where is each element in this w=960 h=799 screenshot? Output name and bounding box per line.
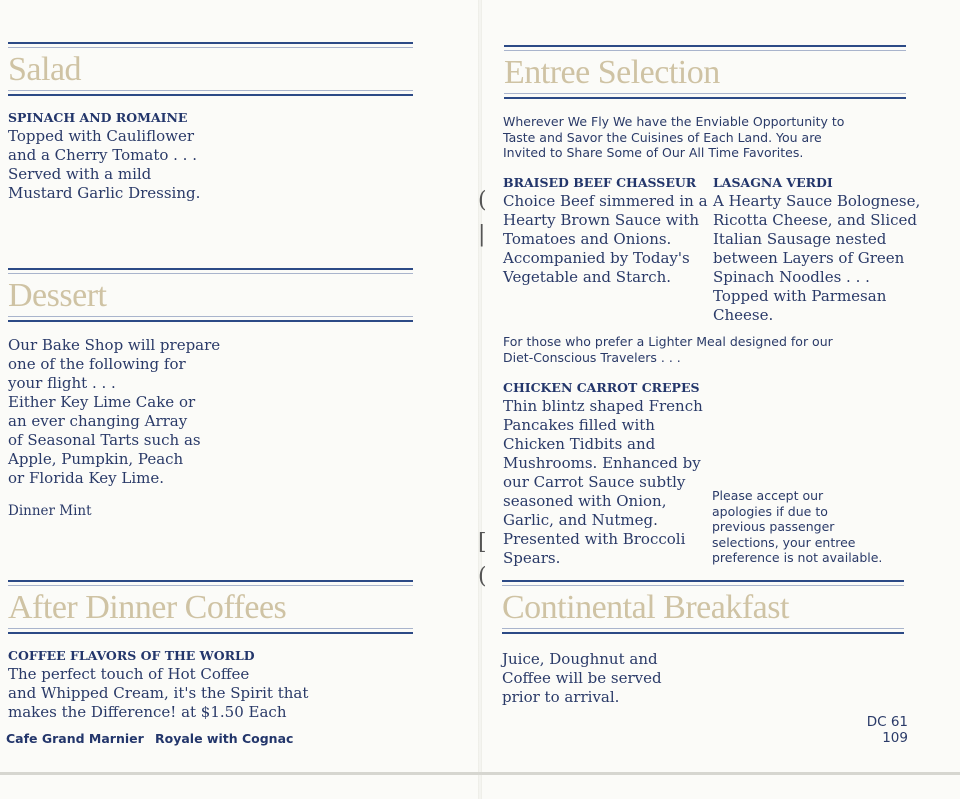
dinner-mint: Dinner Mint (8, 503, 92, 519)
divider-rule (502, 628, 904, 634)
staple-mark: ( (478, 188, 487, 213)
dessert-section (8, 268, 413, 322)
entree-intro: Wherever We Fly We have the Enviable Opportunity to Taste and Savor the Cuisines of Each Land. You are Invited to Share Some of Our All Time Favorites. (503, 114, 845, 160)
entree-section (504, 45, 906, 99)
page-code: DC 61 (866, 714, 908, 730)
breakfast-section (502, 580, 904, 634)
divider-rule (8, 268, 413, 274)
divider-rule (8, 42, 413, 48)
salad-item-name: SPINACH AND ROMAINE (8, 110, 188, 125)
coffees-section (8, 580, 413, 634)
divider-rule (8, 316, 413, 322)
staple-mark: | (478, 222, 486, 247)
entree-item1-desc: Choice Beef simmered in a Hearty Brown Sauce with Tomatoes and Onions. Accompanied by Today's Vegetable and Starch. (503, 192, 708, 286)
coffees-title: After Dinner Coffees (8, 589, 287, 626)
drink-grand-marnier: Cafe Grand Marnier (6, 731, 144, 746)
entree-item2-name: LASAGNA VERDI (713, 175, 833, 190)
lighter-meal-intro: For those who prefer a Lighter Meal designed for our Diet-Conscious Travelers . . . (503, 334, 833, 365)
divider-rule (8, 628, 413, 634)
divider-rule (8, 90, 413, 96)
salad-section (8, 42, 413, 96)
staple-mark: [ (478, 530, 487, 555)
right-page (480, 0, 960, 799)
page-number: 109 (882, 730, 908, 746)
entree-title: Entree Selection (504, 54, 720, 91)
divider-rule (8, 580, 413, 586)
coffees-item-name: COFFEE FLAVORS OF THE WORLD (8, 648, 255, 663)
coffees-item-desc: The perfect touch of Hot Coffee and Whipped Cream, it's the Spirit that makes the Difference! at $1.50 Each (8, 665, 309, 721)
apology-note: Please accept our apologies if due to previous passenger selections, your entree preference is not available. (712, 488, 883, 565)
breakfast-desc: Juice, Doughnut and Coffee will be served prior to arrival. (502, 650, 662, 706)
entree-item3-name: CHICKEN CARROT CREPES (503, 380, 700, 395)
divider-rule (504, 93, 906, 99)
drink-royale-cognac: Royale with Cognac (155, 731, 294, 746)
entree-item1-name: BRAISED BEEF CHASSEUR (503, 175, 697, 190)
staple-mark: ( (478, 564, 487, 589)
entree-item2-desc: A Hearty Sauce Bolognese, Ricotta Cheese, and Sliced Italian Sausage nested between Layers of Green Spinach Noodles . . . Topped with Parmesan Cheese. (713, 192, 921, 324)
dessert-desc: Our Bake Shop will prepare one of the following for your flight . . . Either Key Lime Cake or an ever changing Array of Seasonal Tarts such as Apple, Pumpkin, Peach or Florida Key Lime. (8, 336, 221, 487)
dessert-title: Dessert (8, 277, 107, 314)
salad-title: Salad (8, 51, 82, 88)
salad-item-desc: Topped with Cauliflower and a Cherry Tomato . . . Served with a mild Mustard Garlic Dressing. (8, 127, 201, 202)
entree-item3-desc: Thin blintz shaped French Pancakes filled with Chicken Tidbits and Mushrooms. Enhanced by our Carrot Sauce subtly seasoned with Onion, Garlic, and Nutmeg. Presented with Broccoli Spears. (503, 397, 703, 567)
breakfast-title: Continental Breakfast (502, 589, 789, 626)
divider-rule (504, 45, 906, 51)
divider-rule (502, 580, 904, 586)
